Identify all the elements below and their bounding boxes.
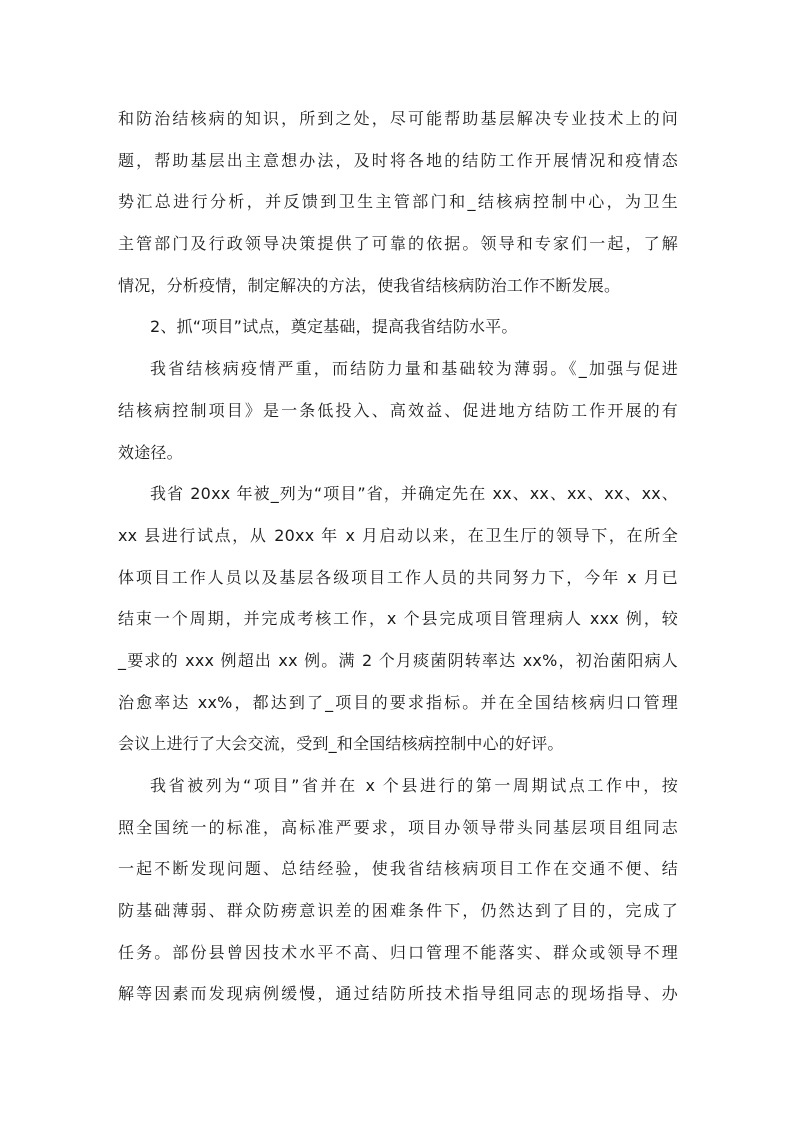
text-line: 题，帮助基层出主意想办法，及时将各地的结防工作开展情况和疫情态	[118, 150, 678, 170]
text-line: 情况，分析疫情，制定解决的方法，使我省结核病防治工作不断发展。	[118, 275, 621, 295]
text-line: _要求的 xxx 例超出 xx 例。满 2 个月痰菌阴转率达 xx%，初治菌阳病人	[118, 650, 678, 670]
text-line: 任务。部份县曾因技术水平不高、归口管理不能落实、群众或领导不理	[118, 942, 678, 962]
text-line: 和防治结核病的知识，所到之处，尽可能帮助基层解决专业技术上的问	[118, 109, 678, 128]
text-line: 势汇总进行分析，并反馈到卫生主管部门和_结核病控制中心，为卫生	[118, 192, 678, 212]
text-line: 体项目工作人员以及基层各级项目工作人员的共同努力下，今年 x 月已	[118, 567, 678, 587]
text-line: 解等因素而发现病例缓慢，通过结防所技术指导组同志的现场指导、办	[118, 984, 678, 1004]
section-heading: 2、抓“项目”试点，奠定基础，提高我省结防水平。	[150, 317, 518, 337]
text-line: 我省结核病疫情严重，而结防力量和基础较为薄弱。《_加强与促进	[150, 359, 678, 379]
text-line: 结束一个周期，并完成考核工作，x 个县完成项目管理病人 xxx 例，较	[118, 609, 678, 629]
text-line: 治愈率达 xx%，都达到了_项目的要求指标。并在全国结核病归口管理	[118, 692, 678, 712]
text-line: 我省被列为“项目”省并在 x 个县进行的第一周期试点工作中，按	[150, 776, 678, 795]
text-line: 效途径。	[118, 442, 183, 462]
text-line: xx 县进行试点，从 20xx 年 x 月启动以来，在卫生厅的领导下，在所全	[118, 525, 678, 545]
text-line: 结核病控制项目》是一条低投入、高效益、促进地方结防工作开展的有	[118, 400, 678, 420]
text-line: 会议上进行了大会交流，受到_和全国结核病控制中心的好评。	[118, 734, 564, 754]
text-line: 主管部门及行政领导决策提供了可靠的依据。领导和专家们一起，了解	[118, 234, 678, 254]
text-line: 我省 20xx 年被_列为“项目”省，并确定先在 xx、xx、xx、xx、xx、	[150, 484, 678, 504]
document-body	[118, 98, 678, 1015]
text-line: 防基础薄弱、群众防痨意识差的困难条件下，仍然达到了目的，完成了	[118, 901, 678, 921]
text-line: 一起不断发现问题、总结经验，使我省结核病项目工作在交通不便、结	[118, 859, 678, 879]
text-line: 照全国统一的标准，高标准严要求，项目办领导带头同基层项目组同志	[118, 817, 678, 837]
